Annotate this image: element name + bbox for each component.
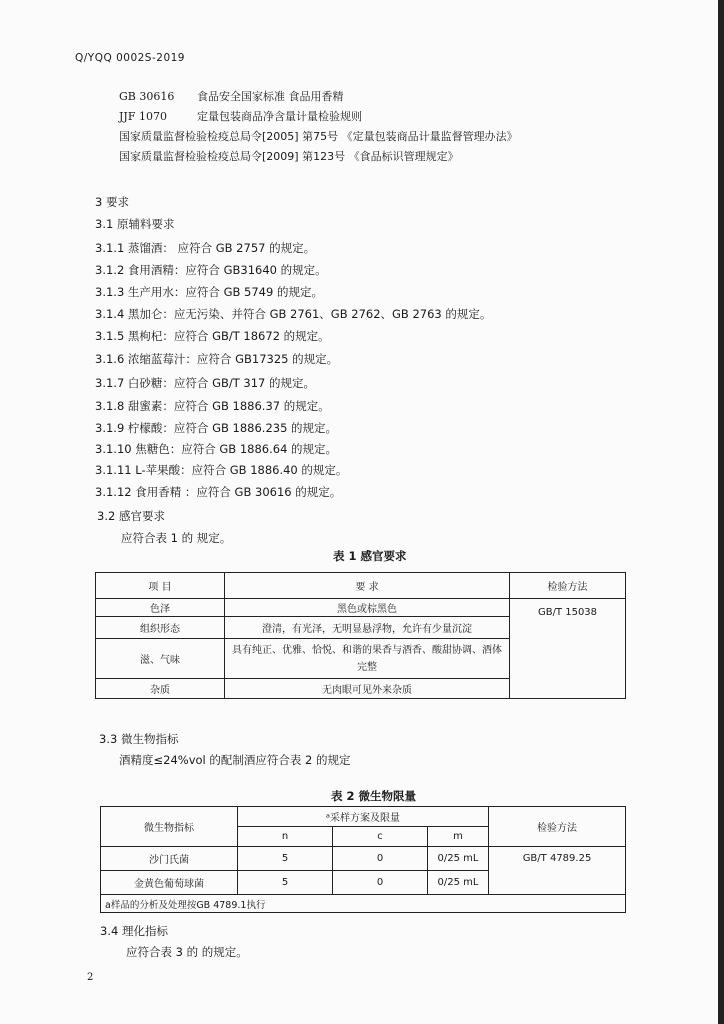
requirement-item: 3.1.7 白砂糖：应符合 GB/T 317 的规定。 bbox=[95, 376, 316, 390]
reference-line bbox=[119, 148, 459, 164]
section-heading-3-4: 3.4 理化指标 bbox=[100, 924, 168, 938]
table-cell-c: 0 bbox=[333, 847, 428, 871]
table-cell-item: 色泽 bbox=[96, 599, 225, 617]
table-note-row bbox=[101, 895, 626, 913]
table-header-row bbox=[101, 807, 626, 827]
microbial-limits-table bbox=[100, 806, 626, 913]
table-cell-m: 0/25 mL bbox=[428, 847, 489, 871]
requirement-item: 3.1.9 柠檬酸：应符合 GB 1886.235 的规定。 bbox=[95, 421, 338, 435]
reference-line bbox=[119, 88, 344, 104]
table-header-c: c bbox=[333, 827, 428, 847]
table-row bbox=[101, 847, 626, 871]
table-cell-n: 5 bbox=[238, 847, 333, 871]
reference-line bbox=[119, 128, 518, 144]
page-number: 2 bbox=[87, 972, 94, 983]
reference-title: 国家质量监督检验检疫总局令[2009] 第123号 《食品标识管理规定》 bbox=[119, 150, 459, 163]
table2-caption: 表 2 微生物限量 bbox=[331, 789, 417, 803]
table-cell-c: 0 bbox=[333, 871, 428, 895]
table-header-n: n bbox=[238, 827, 333, 847]
reference-title: 国家质量监督检验检疫总局令[2005] 第75号 《定量包装商品计量监督管理办法》 bbox=[119, 130, 518, 143]
requirement-item: 3.1.8 甜蜜素：应符合 GB 1886.37 的规定。 bbox=[95, 399, 330, 413]
requirement-item: 3.1.3 生产用水：应符合 GB 5749 的规定。 bbox=[95, 285, 323, 299]
table-header-method: 检验方法 bbox=[489, 807, 626, 847]
reference-code: JJF 1070 bbox=[119, 110, 167, 123]
section-heading-3-1: 3.1 原辅料要求 bbox=[95, 217, 175, 231]
requirement-item: 3.1.12 食用香精 ：应符合 GB 30616 的规定。 bbox=[95, 485, 342, 499]
table-cell-item: 滋、气味 bbox=[96, 639, 225, 679]
sensory-requirements-table bbox=[95, 572, 626, 699]
requirement-item: 3.1.2 食用酒精：应符合 GB31640 的规定。 bbox=[95, 263, 327, 277]
table-cell-method: GB/T 15038 bbox=[510, 599, 626, 699]
requirement-item: 3.1.1 蒸馏酒： 应符合 GB 2757 的规定。 bbox=[95, 241, 316, 255]
scan-edge bbox=[718, 0, 724, 1024]
table1-caption: 表 1 感官要求 bbox=[333, 549, 407, 563]
table-cell-item: 组织形态 bbox=[96, 617, 225, 639]
reference-code: GB 30616 bbox=[119, 90, 175, 103]
table-cell-name: 沙门氏菌 bbox=[101, 847, 238, 871]
table-header-method: 检验方法 bbox=[510, 573, 626, 599]
paragraph: 应符合表 1 的 规定。 bbox=[121, 531, 232, 545]
requirement-item: 3.1.11 L-苹果酸：应符合 GB 1886.40 的规定。 bbox=[95, 463, 348, 477]
table-header-item: 项 目 bbox=[96, 573, 225, 599]
requirement-item: 3.1.5 黑枸杞：应符合 GB/T 18672 的规定。 bbox=[95, 329, 330, 343]
table-footnote: a样品的分析及处理按GB 4789.1执行 bbox=[101, 895, 626, 913]
section-heading-3-3: 3.3 微生物指标 bbox=[99, 732, 179, 746]
paragraph: 应符合表 3 的 的规定。 bbox=[126, 945, 248, 959]
table-cell-requirement: 具有纯正、优雅、恰悦、和谐的果香与酒香、酸甜协调、酒体完整 bbox=[225, 639, 510, 679]
section-heading-3: 3 要求 bbox=[95, 195, 129, 209]
reference-title: 定量包装商品净含量计量检验规则 bbox=[197, 110, 362, 123]
table-header-sampling-plan: ᵃ采样方案及限量 bbox=[238, 807, 489, 827]
table-row bbox=[96, 599, 626, 617]
paragraph: 酒精度≤24%vol 的配制酒应符合表 2 的规定 bbox=[119, 753, 351, 767]
table-header-m: m bbox=[428, 827, 489, 847]
document-code: Q/YQQ 0002S-2019 bbox=[75, 52, 185, 64]
reference-line bbox=[119, 108, 362, 124]
requirement-item: 3.1.4 黑加仑：应无污染、并符合 GB 2761、GB 2762、GB 2763 的规定。 bbox=[95, 307, 492, 321]
table-cell-requirement: 澄清，有光泽，无明显悬浮物，允许有少量沉淀 bbox=[225, 617, 510, 639]
reference-title: 食品安全国家标准 食品用香精 bbox=[197, 90, 344, 103]
table-cell-n: 5 bbox=[238, 871, 333, 895]
table-header-item: 微生物指标 bbox=[101, 807, 238, 847]
table-cell-m: 0/25 mL bbox=[428, 871, 489, 895]
section-heading-3-2: 3.2 感官要求 bbox=[97, 509, 165, 523]
requirement-item: 3.1.6 浓缩蓝莓汁：应符合 GB17325 的规定。 bbox=[95, 352, 339, 366]
table-cell-requirement: 无肉眼可见外来杂质 bbox=[225, 679, 510, 699]
table-header-requirement: 要 求 bbox=[225, 573, 510, 599]
table-header-row bbox=[96, 573, 626, 599]
table-cell-name: 金黄色葡萄球菌 bbox=[101, 871, 238, 895]
table-cell-item: 杂质 bbox=[96, 679, 225, 699]
table-cell-method: GB/T 4789.25 bbox=[489, 847, 626, 895]
table-cell-requirement: 黑色或棕黑色 bbox=[225, 599, 510, 617]
requirement-item: 3.1.10 焦糖色：应符合 GB 1886.64 的规定。 bbox=[95, 442, 338, 456]
